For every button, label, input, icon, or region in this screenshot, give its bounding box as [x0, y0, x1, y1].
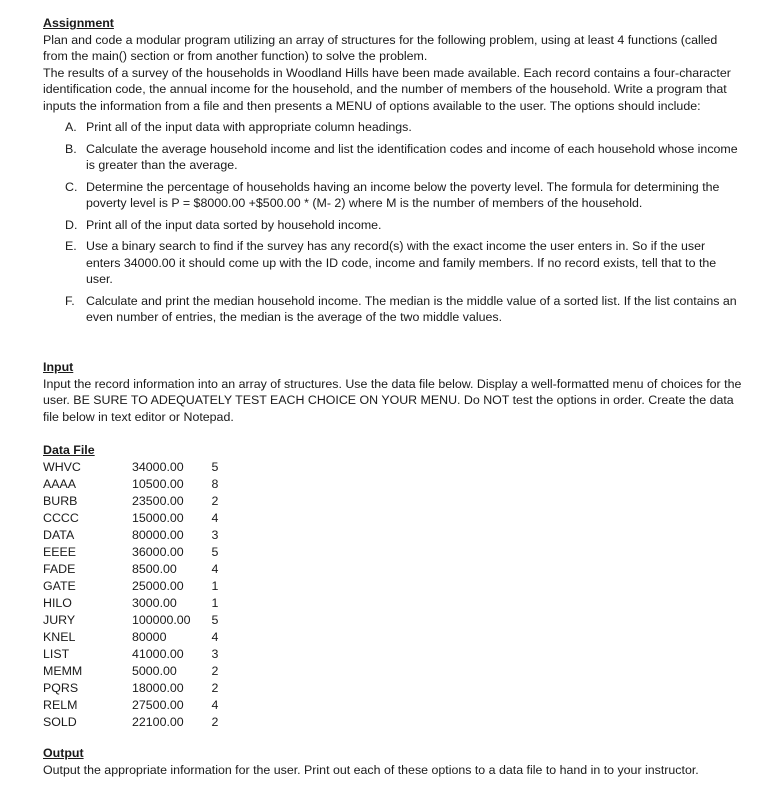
option-a — [43, 119, 743, 136]
members-cell: 8 — [211, 477, 219, 491]
table-row — [43, 459, 221, 476]
table-row — [43, 527, 221, 544]
assignment-paragraph-2: The results of a survey of the households in Woodland Hills have been made available. Each record contains a four-character identification code, the annual income for the household, and the number of members of the household. Write a program that inputs the information from a file and then presents a MENU of options available to the user. The options should include: — [43, 65, 731, 113]
id-code-cell: KNEL — [43, 630, 76, 644]
income-cell: 41000.00 — [132, 647, 184, 661]
income-cell: 22100.00 — [132, 715, 184, 729]
id-code-cell: FADE — [43, 562, 76, 576]
income-cell: 80000 — [132, 630, 167, 644]
input-heading: Input — [43, 360, 74, 374]
table-row — [43, 629, 221, 646]
income-cell: 3000.00 — [132, 596, 177, 610]
table-row — [43, 697, 221, 714]
option-letter: A. — [65, 120, 77, 134]
id-code-cell: JURY — [43, 613, 76, 627]
options-list — [43, 119, 743, 326]
income-cell: 100000.00 — [132, 613, 191, 627]
option-letter: D. — [65, 217, 78, 232]
table-row — [43, 493, 221, 510]
members-cell: 2 — [211, 494, 219, 508]
option-text: Determine the percentage of households having an income below the poverty level. The formula for determining the poverty level is P = $8000.00 +$500.00 * (M- 2) where M is the number of members of the household. — [86, 179, 720, 210]
income-cell: 18000.00 — [132, 681, 184, 695]
data-file-heading-row — [43, 442, 221, 459]
assignment-heading: Assignment — [43, 16, 114, 30]
table-row — [43, 595, 221, 612]
option-text: Calculate the average household income and list the identification codes and income of each household whose income is greater than the average. — [86, 141, 738, 172]
id-code-cell: BURB — [43, 494, 78, 508]
option-letter: B. — [65, 141, 77, 156]
option-b — [43, 141, 743, 174]
assignment-section — [43, 15, 743, 331]
data-file-table — [43, 442, 221, 731]
option-d — [43, 217, 743, 234]
table-row — [43, 714, 221, 731]
input-section — [43, 359, 743, 425]
option-letter: F. — [65, 293, 75, 308]
id-code-cell: WHVC — [43, 460, 81, 474]
income-cell: 34000.00 — [132, 460, 184, 474]
option-text: Print all of the input data with appropriate column headings. — [86, 120, 412, 134]
option-letter: C. — [65, 179, 78, 194]
output-paragraph: Output the appropriate information for the user. Print out each of these options to a data file to hand in to your instructor. — [43, 762, 699, 777]
option-c — [43, 179, 743, 212]
members-cell: 4 — [211, 562, 219, 576]
output-section — [43, 745, 743, 778]
option-text: Calculate and print the median household income. The median is the middle value of a sorted list. If the list contains an even number of entries, the median is the average of the two middle values. — [86, 293, 737, 324]
members-cell: 3 — [211, 528, 219, 542]
table-row — [43, 476, 221, 493]
income-cell: 25000.00 — [132, 579, 184, 593]
members-cell: 4 — [211, 630, 219, 644]
option-f — [43, 293, 743, 326]
members-cell: 2 — [211, 715, 219, 729]
members-cell: 4 — [211, 698, 219, 712]
income-cell: 23500.00 — [132, 494, 184, 508]
table-row — [43, 578, 221, 595]
option-text: Print all of the input data sorted by household income. — [86, 217, 382, 232]
members-cell: 1 — [211, 579, 219, 593]
income-cell: 10500.00 — [132, 477, 184, 491]
id-code-cell: EEEE — [43, 545, 77, 559]
table-row — [43, 680, 221, 697]
option-letter: E. — [65, 239, 77, 253]
data-file-rows — [43, 459, 221, 731]
table-row — [43, 646, 221, 663]
id-code-cell: MEMM — [43, 664, 83, 678]
cut-off-heading — [43, 791, 153, 799]
table-row — [43, 663, 221, 680]
data-file-heading: Data File — [43, 443, 95, 457]
id-code-cell: HILO — [43, 596, 72, 610]
table-row — [43, 561, 221, 578]
members-cell: 5 — [211, 545, 219, 559]
income-cell: 80000.00 — [132, 528, 184, 542]
table-row — [43, 612, 221, 629]
members-cell: 5 — [211, 460, 219, 474]
assignment-paragraph-1: Plan and code a modular program utilizing an array of structures for the following problem, using at least 4 functions (called from the main() section or from another function) to solve the problem. — [43, 32, 718, 63]
option-e — [43, 238, 743, 288]
id-code-cell: SOLD — [43, 715, 77, 729]
income-cell: 27500.00 — [132, 698, 184, 712]
members-cell: 3 — [211, 647, 219, 661]
members-cell: 1 — [211, 596, 219, 610]
id-code-cell: AAAA — [43, 477, 77, 491]
income-cell: 15000.00 — [132, 511, 184, 525]
id-code-cell: LIST — [43, 647, 70, 661]
id-code-cell: DATA — [43, 528, 75, 542]
income-cell: 36000.00 — [132, 545, 184, 559]
id-code-cell: CCCC — [43, 511, 79, 525]
members-cell: 2 — [211, 664, 219, 678]
id-code-cell: PQRS — [43, 681, 79, 695]
income-cell: 8500.00 — [132, 562, 177, 576]
members-cell: 5 — [211, 613, 219, 627]
members-cell: 2 — [211, 681, 219, 695]
members-cell: 4 — [211, 511, 219, 525]
income-cell: 5000.00 — [132, 664, 177, 678]
input-paragraph: Input the record information into an array of structures. Use the data file below. Display a well-formatted menu of choices for the user. BE SURE TO ADEQUATELY TEST EACH CHOICE ON YOUR MENU. Do NOT test the options in order. Create the data file below in text editor or Notepad. — [43, 376, 742, 424]
id-code-cell: RELM — [43, 698, 78, 712]
id-code-cell: GATE — [43, 579, 76, 593]
option-text: Use a binary search to find if the survey has any record(s) with the exact income the user enters in. So if the user enters 34000.00 it should come up with the ID code, income and family members. If no record exists, tell that to the user. — [86, 239, 717, 286]
table-row — [43, 510, 221, 527]
output-heading: Output — [43, 746, 84, 760]
table-row — [43, 544, 221, 561]
